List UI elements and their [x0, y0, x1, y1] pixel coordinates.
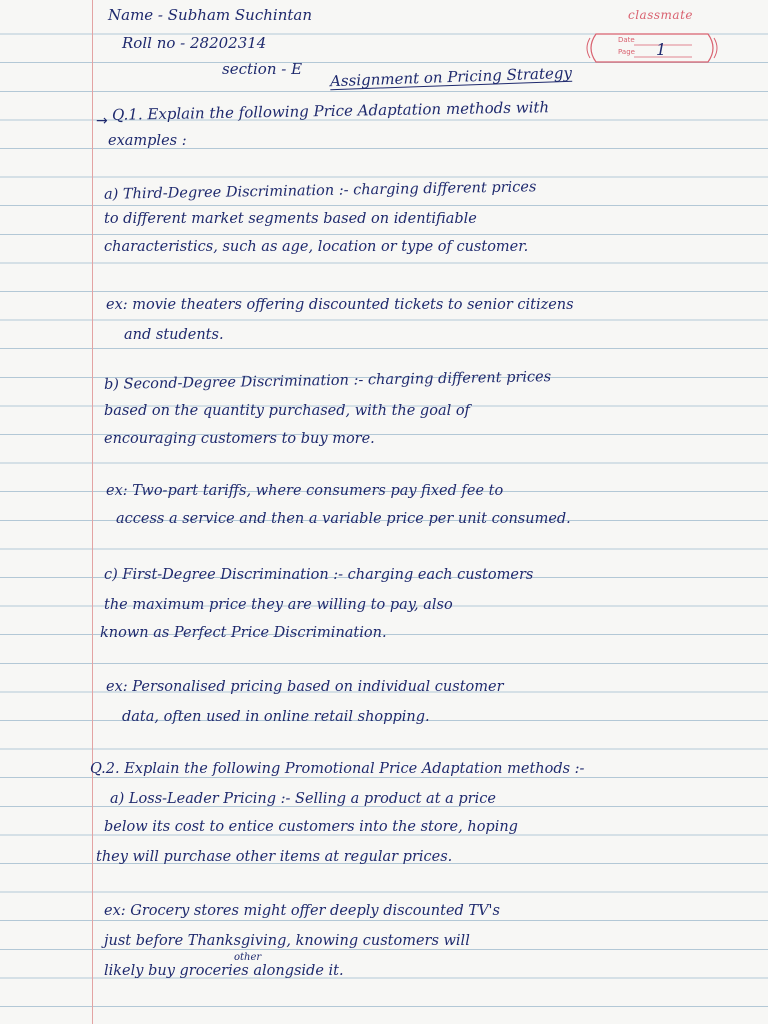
brand-logo: classmate: [628, 8, 693, 22]
margin-line: [92, 0, 93, 1024]
page-label: Page: [618, 48, 635, 56]
q1-c-example-line-2: data, often used in online retail shopping.: [122, 709, 430, 725]
student-name: Name - Subham Suchintan: [108, 6, 312, 24]
q2-a-example-line-2: just before Thanksgiving, knowing customers will: [104, 933, 470, 949]
roll-number: Roll no - 28202314: [122, 34, 267, 52]
q1-b-example-line-1: ex: Two-part tariffs, where consumers pay fixed fee to: [106, 483, 504, 499]
q1-c-line-1: c) First-Degree Discrimination :- charging each customers: [104, 567, 534, 583]
inserted-word: other: [234, 952, 262, 963]
q2-line-1: Q.2. Explain the following Promotional Price Adaptation methods :-: [90, 761, 585, 777]
q2-a-example-line-3: likely buy groceries alongside it.: [104, 963, 344, 979]
q1-c-example-line-1: ex: Personalised pricing based on individual customer: [106, 679, 504, 695]
q1-line-1: Q.1. Explain the following Price Adaptation methods with: [111, 98, 550, 124]
q1-c-line-3: known as Perfect Price Discrimination.: [100, 625, 387, 641]
assignment-title: Assignment on Pricing Strategy: [329, 63, 573, 91]
q1-c-line-2: the maximum price they are willing to pay, also: [104, 597, 453, 613]
arrow-icon: →: [96, 113, 108, 129]
q1-a-example-line-1: ex: movie theaters offering discounted tickets to senior citizens: [106, 297, 574, 313]
q1-b-example-line-2: access a service and then a variable price per unit consumed.: [116, 511, 571, 527]
q1-a-example-line-2: and students.: [124, 327, 224, 343]
section: section - E: [222, 60, 303, 78]
q1-b-line-3: encouraging customers to buy more.: [104, 431, 375, 447]
q1-a-line-2: to different market segments based on identifiable: [104, 211, 477, 227]
q1-line-2: examples :: [108, 133, 187, 149]
q1-b-line-2: based on the quantity purchased, with the goal of: [104, 403, 470, 419]
q1-b-line-1: b) Second-Degree Discrimination :- charging different prices: [103, 369, 552, 393]
q2-a-line-1: a) Loss-Leader Pricing :- Selling a product at a price: [110, 791, 496, 807]
q2-a-line-2: below its cost to entice customers into the store, hoping: [104, 819, 518, 835]
q1-a-line-1: a) Third-Degree Discrimination :- charging different prices: [103, 179, 537, 203]
q2-a-line-3: they will purchase other items at regular prices.: [96, 849, 453, 865]
page-number: 1: [656, 40, 667, 59]
date-label: Date: [618, 36, 635, 44]
date-page-badge: [582, 28, 722, 68]
badge-outline-icon: [582, 28, 722, 68]
q1-a-line-3: characteristics, such as age, location or type of customer.: [104, 239, 529, 255]
q2-a-example-line-1: ex: Grocery stores might offer deeply discounted TV's: [104, 903, 500, 919]
